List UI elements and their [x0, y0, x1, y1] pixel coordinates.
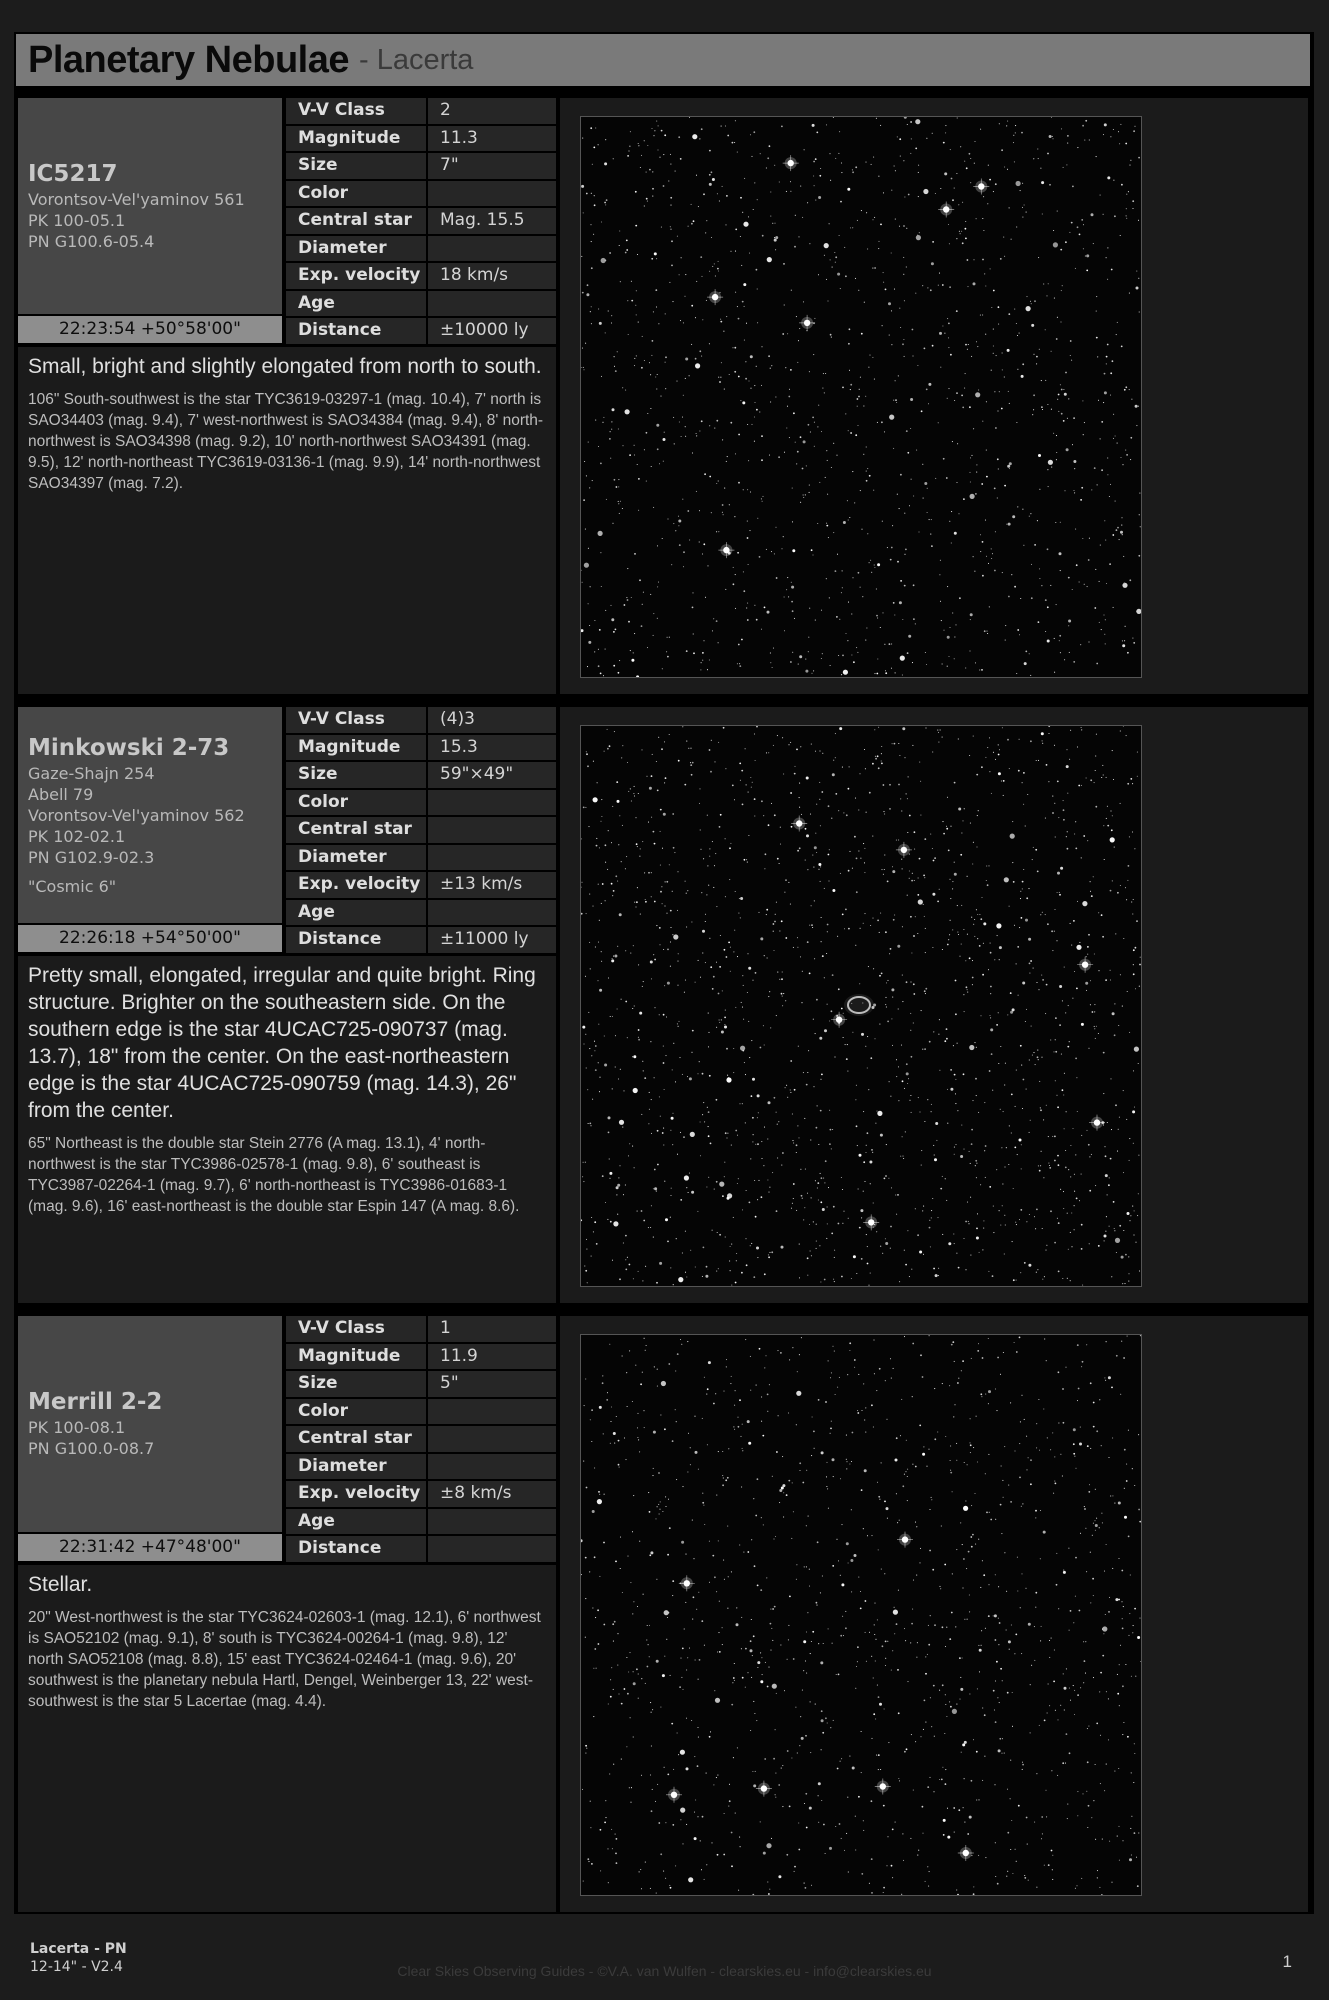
data-table: [286, 707, 556, 955]
field-value: 59"×49": [428, 762, 556, 788]
description-box: [18, 956, 556, 1303]
field-label: Diameter: [286, 845, 426, 871]
field-label: Distance: [286, 318, 426, 344]
description-details: 106" South-southwest is the star TYC3619-03297-1 (mag. 10.4), 7' north is SAO34403 (mag. 9.4), 7' west-northwest is SAO34384 (mag. 9.4), 8' north-northwest is SAO34398 (mag. 9.2), 10' north-northwest SAO34391 (mag. 9.5), 12' north-northeast TYC3619-03136-1 (mag. 9.9), 14' north-northwest SAO34397 (mag. 7.2).: [28, 391, 544, 492]
nickname: "Cosmic 6": [28, 876, 117, 896]
field-label: Size: [286, 153, 426, 179]
field-label: Size: [286, 1371, 426, 1397]
data-row: [286, 735, 556, 761]
field-label: Age: [286, 291, 426, 317]
field-value: Mag. 15.5: [428, 208, 556, 234]
page-title: Planetary Nebulae: [28, 38, 349, 81]
footer-title: Lacerta - PN: [30, 1941, 127, 1957]
field-label: Exp. velocity: [286, 872, 426, 898]
field-value: ±13 km/s: [428, 872, 556, 898]
coordinates: 22:26:18 +54°50'00": [18, 925, 282, 952]
alias-name: Abell 79: [28, 784, 94, 804]
field-value: [428, 1426, 556, 1452]
field-label: Magnitude: [286, 126, 426, 152]
description-box: [18, 347, 556, 694]
field-label: Color: [286, 790, 426, 816]
page-number: 1: [1282, 1952, 1292, 1971]
object-name: Minkowski 2-73: [28, 734, 230, 761]
data-row: [286, 208, 556, 234]
footer-version: 12-14" - V2.4: [30, 1959, 123, 1975]
data-row: [286, 1344, 556, 1370]
alias-name: PN G100.6-05.4: [28, 231, 155, 251]
data-row: [286, 845, 556, 871]
data-row: [286, 181, 556, 207]
object-section: [16, 705, 1310, 1305]
field-label: V-V Class: [286, 1316, 426, 1342]
object-section: [16, 96, 1310, 696]
object-name: IC5217: [28, 160, 118, 187]
alias-name: PK 102-02.1: [28, 826, 126, 846]
object-identity: [18, 98, 282, 314]
field-value: [428, 900, 556, 926]
coordinates: 22:23:54 +50°58'00": [18, 316, 282, 343]
data-row: [286, 1536, 556, 1562]
coordinates: 22:31:42 +47°48'00": [18, 1534, 282, 1561]
field-value: [428, 236, 556, 262]
alias-name: Gaze-Shajn 254: [28, 763, 155, 783]
field-value: 2: [428, 98, 556, 124]
description: Stellar.: [28, 1573, 93, 1596]
image-panel: [560, 1316, 1308, 1912]
field-value: (4)3: [428, 707, 556, 733]
field-value: 7": [428, 153, 556, 179]
alias-name: Vorontsov-Vel'yaminov 561: [28, 189, 245, 209]
field-value: [428, 1399, 556, 1425]
data-table: [286, 98, 556, 346]
field-value: 11.9: [428, 1344, 556, 1370]
star-field-image: [580, 1334, 1142, 1896]
field-value: [428, 1454, 556, 1480]
alias-name: PN G100.0-08.7: [28, 1439, 155, 1458]
data-row: [286, 1454, 556, 1480]
data-row: [286, 1426, 556, 1452]
data-row: [286, 263, 556, 289]
description-details: 65" Northeast is the double star Stein 2776 (A mag. 13.1), 4' north-northwest is the star TYC3986-02578-1 (mag. 9.8), 6' southeast is TYC3987-02264-1 (mag. 9.7), 6' north-northeast is TYC3986-01683-1 (mag. 9.6), 16' east-northeast is the double star Espin 147 (A mag. 8.6).: [28, 1135, 520, 1215]
field-label: Age: [286, 1509, 426, 1535]
description: Small, bright and slightly elongated from north to south.: [28, 355, 542, 378]
data-row: [286, 1371, 556, 1397]
field-value: [428, 181, 556, 207]
description: Pretty small, elongated, irregular and quite bright. Ring structure. Brighter on the southeastern side. On the southern edge is the star 4UCAC725-090737 (mag. 13.7), 18" from the center. On the east-northeastern edge is the star 4UCAC725-090759 (mag. 14.3), 26" from the center.: [28, 964, 536, 1122]
data-row: [286, 790, 556, 816]
field-label: V-V Class: [286, 707, 426, 733]
data-row: [286, 927, 556, 953]
alias-name: PN G102.9-02.3: [28, 847, 155, 867]
data-row: [286, 1316, 556, 1342]
description-details: 20" West-northwest is the star TYC3624-02603-1 (mag. 12.1), 6' northwest is SAO52102 (mag. 9.1), 8' south is TYC3624-00264-1 (mag. 9.8), 12' north SAO52108 (mag. 8.8), 15' east TYC3624-02464-1 (mag. 9.6), 20' southwest is the planetary nebula Hartl, Dengel, Weinberger 13, 22' west-southwest is the star 5 Lacertae (mag. 4.4).: [28, 1609, 541, 1710]
field-label: Exp. velocity: [286, 263, 426, 289]
data-row: [286, 1509, 556, 1535]
field-label: Distance: [286, 1536, 426, 1562]
alias-name: PK 100-05.1: [28, 210, 126, 230]
object-section: [16, 1314, 1310, 1914]
data-table: [286, 1316, 556, 1564]
data-row: [286, 1481, 556, 1507]
data-row: [286, 762, 556, 788]
data-row: [286, 236, 556, 262]
data-row: [286, 817, 556, 843]
object-identity: [18, 707, 282, 923]
field-label: Exp. velocity: [286, 1481, 426, 1507]
data-row: [286, 900, 556, 926]
data-row: [286, 872, 556, 898]
image-panel: [560, 98, 1308, 694]
field-value: [428, 790, 556, 816]
field-value: [428, 845, 556, 871]
star-field-image: [580, 116, 1142, 678]
field-label: Central star: [286, 817, 426, 843]
field-label: Central star: [286, 208, 426, 234]
field-label: Central star: [286, 1426, 426, 1452]
field-value: [428, 1536, 556, 1562]
data-row: [286, 98, 556, 124]
field-value: ±10000 ly: [428, 318, 556, 344]
data-row: [286, 707, 556, 733]
description-box: [18, 1565, 556, 1912]
field-label: Color: [286, 1399, 426, 1425]
field-label: Magnitude: [286, 735, 426, 761]
image-panel: [560, 707, 1308, 1303]
data-row: [286, 153, 556, 179]
field-value: 15.3: [428, 735, 556, 761]
field-label: Distance: [286, 927, 426, 953]
data-row: [286, 1399, 556, 1425]
data-row: [286, 126, 556, 152]
alias-name: Vorontsov-Vel'yaminov 562: [28, 805, 245, 825]
field-label: Color: [286, 181, 426, 207]
object-identity: [18, 1316, 282, 1532]
title-bar: [16, 34, 1310, 86]
data-row: [286, 291, 556, 317]
field-label: Diameter: [286, 1454, 426, 1480]
star-field-image: [580, 725, 1142, 1287]
field-label: Magnitude: [286, 1344, 426, 1370]
page-subtitle: - Lacerta: [358, 43, 474, 76]
footer-credit: Clear Skies Observing Guides - ©V.A. van Wulfen - clearskies.eu - info@clearskies.eu: [397, 1963, 932, 1979]
field-value: [428, 1509, 556, 1535]
field-label: Age: [286, 900, 426, 926]
field-value: 1: [428, 1316, 556, 1342]
object-name: Merrill 2-2: [28, 1389, 163, 1415]
field-label: Size: [286, 762, 426, 788]
data-row: [286, 318, 556, 344]
field-value: [428, 817, 556, 843]
field-value: 5": [428, 1371, 556, 1397]
field-value: 18 km/s: [428, 263, 556, 289]
field-value: ±8 km/s: [428, 1481, 556, 1507]
field-label: V-V Class: [286, 98, 426, 124]
field-value: [428, 291, 556, 317]
field-value: ±11000 ly: [428, 927, 556, 953]
field-label: Diameter: [286, 236, 426, 262]
alias-name: PK 100-08.1: [28, 1418, 126, 1437]
field-value: 11.3: [428, 126, 556, 152]
